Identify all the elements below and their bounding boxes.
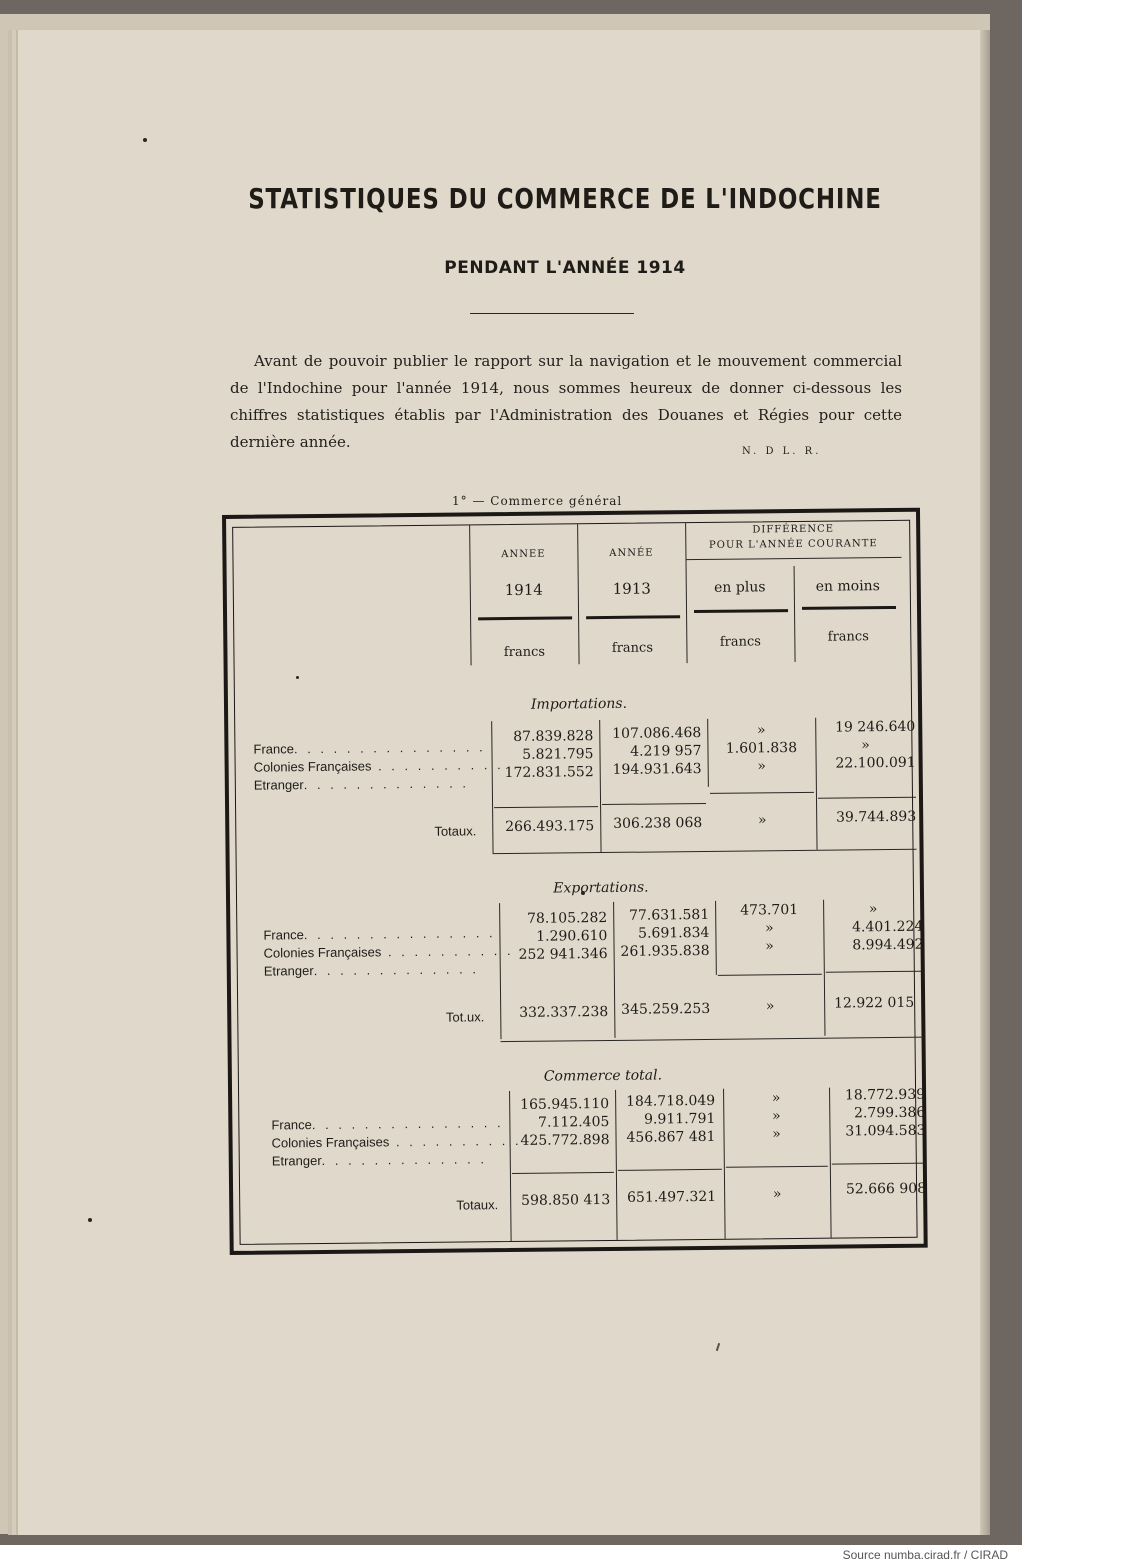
value-1914: 5.821.795 <box>522 746 594 763</box>
subtotal-rule <box>512 1172 614 1174</box>
row-label: Colonies Françaises . . . . . . . . . . <box>263 942 514 961</box>
table-inner-border <box>232 520 927 1245</box>
value-1913: 261.935.838 <box>620 942 710 960</box>
value-en-moins: » <box>868 901 878 918</box>
value-en-moins: 4.401.224 <box>852 918 924 936</box>
value-en-moins: 8.994.492 <box>852 936 924 954</box>
unit-label: francs <box>827 629 869 645</box>
value-en-plus: » <box>756 722 766 739</box>
header-year-1914: 1914 <box>504 580 543 600</box>
col-divider <box>509 1091 512 1241</box>
value-en-plus: » <box>771 1090 781 1107</box>
section-title: Commerce total. <box>543 1067 663 1085</box>
section-title: Exportations. <box>553 879 649 897</box>
ink-speck <box>143 138 147 142</box>
section-rule <box>501 1037 925 1042</box>
value-en-plus: 473.701 <box>740 901 799 919</box>
subtotal-rule <box>718 974 822 976</box>
total-1914: 598.850 413 <box>521 1191 611 1209</box>
unit-label: francs <box>719 634 761 650</box>
value-1913: 5.691.834 <box>638 924 710 942</box>
page-edge <box>980 30 990 1535</box>
subtotal-rule <box>602 803 706 805</box>
header-rule-thick <box>478 616 572 620</box>
header-year-1913: 1913 <box>612 579 651 598</box>
row-label: Etranger. . . . . . . . . . . . . <box>271 1151 488 1169</box>
header-rule-thick <box>586 615 680 619</box>
value-1913: 184.718.049 <box>626 1092 716 1110</box>
title-rule <box>470 313 634 314</box>
total-label: Totaux. <box>456 1197 499 1213</box>
value-en-moins: » <box>861 737 870 754</box>
header-annee-1913: ANNÉE <box>609 547 654 559</box>
value-1913: 194.931.643 <box>612 760 702 778</box>
total-label: Totaux. <box>434 823 477 839</box>
total-1913: 651.497.321 <box>627 1188 717 1206</box>
value-1913: 456.867 481 <box>626 1128 716 1146</box>
page-title: STATISTIQUES DU COMMERCE DE L'INDOCHINE <box>248 182 882 215</box>
value-en-plus: 1.601.838 <box>725 739 798 757</box>
header-difference-sub: POUR L'ANNÉE COURANTE <box>708 538 878 551</box>
value-1913: 77.631.581 <box>628 906 710 924</box>
total-1914: 266.493.175 <box>505 818 595 836</box>
value-en-moins: 31.094.583 <box>845 1122 926 1140</box>
value-1914: 425.772.898 <box>520 1131 610 1149</box>
value-en-plus: » <box>771 1108 781 1125</box>
section-rule <box>493 849 917 854</box>
total-en-plus: » <box>765 998 775 1015</box>
total-en-plus: » <box>772 1186 782 1203</box>
subtotal-rule <box>818 797 916 799</box>
header-difference: DIFFÉRENCE <box>752 523 835 536</box>
header-en-moins: en moins <box>815 578 880 595</box>
row-label: France. . . . . . . . . . . . . . . <box>253 739 486 757</box>
header-rule <box>685 557 901 560</box>
value-1914: 172.831.552 <box>504 764 594 782</box>
section-title: Importations. <box>530 695 628 713</box>
subtotal-rule <box>710 792 814 794</box>
value-1914: 252 941.346 <box>518 945 608 963</box>
value-1914: 1.290.610 <box>536 927 608 945</box>
value-en-plus: » <box>764 920 774 937</box>
total-1914: 332.337.238 <box>519 1003 609 1021</box>
total-label: Tot.ux. <box>445 1009 485 1025</box>
value-en-plus: » <box>772 1126 781 1143</box>
row-label: Etranger. . . . . . . . . . . . . <box>263 961 480 979</box>
value-en-moins: 19 246.640 <box>835 718 916 736</box>
page-subtitle: PENDANT L'ANNÉE 1914 <box>444 258 686 278</box>
value-1913: 107.086.468 <box>612 724 702 742</box>
value-1914: 78.105.282 <box>526 909 608 927</box>
value-1913: 9.911.791 <box>644 1110 716 1128</box>
total-en-plus: » <box>757 812 767 829</box>
row-label: Etranger. . . . . . . . . . . . . <box>253 775 470 793</box>
unit-label: francs <box>611 640 654 656</box>
value-en-moins: 22.100.091 <box>835 754 916 772</box>
total-en-moins: 12.922 015 <box>833 994 915 1012</box>
header-annee-1914: ANNEE <box>501 548 546 561</box>
section-heading: 1° — Commerce général <box>452 494 623 508</box>
subtotal-rule <box>494 806 598 808</box>
ink-speck <box>88 1218 92 1222</box>
subtotal-rule <box>726 1166 828 1168</box>
total-en-moins: 52.666 908 <box>845 1180 927 1198</box>
value-en-moins: 2.799.386 <box>853 1104 926 1122</box>
subtotal-rule <box>618 1169 722 1171</box>
value-1914: 165.945.110 <box>520 1095 610 1113</box>
header-rule-thick <box>694 609 788 613</box>
header-rule-thick <box>802 606 896 610</box>
header-en-plus: en plus <box>714 579 766 596</box>
value-en-plus: » <box>757 758 767 775</box>
total-1913: 306.238 068 <box>613 814 703 832</box>
value-1913: 4.219 957 <box>630 742 702 760</box>
subtotal-rule <box>826 971 922 973</box>
total-en-moins: 39.744.893 <box>835 808 917 826</box>
row-label: Colonies Françaises . . . . . . . . . . <box>253 757 504 775</box>
value-1914: 87.839.828 <box>513 728 594 745</box>
source-credit: Source numba.cirad.fr / CIRAD <box>842 1548 1008 1562</box>
editor-signature: N. D L. R. <box>742 446 822 457</box>
subtotal-rule <box>832 1163 926 1165</box>
total-1913: 345.259.253 <box>621 1000 711 1018</box>
row-label: France. . . . . . . . . . . . . . . <box>271 1115 504 1133</box>
intro-paragraph: Avant de pouvoir publier le rapport sur la navigation et le mouvement commercial de l'Indochine pour l'année 1914, nous sommes heureux de donner ci-dessous les chiffres statistiques établis par l'Administration des Douanes et Régies pour cette dernière année. <box>230 352 902 451</box>
row-label: Colonies Françaises . . . . . . . . . . <box>271 1132 522 1151</box>
value-en-plus: » <box>765 938 774 955</box>
value-en-moins: 18.772.939 <box>844 1086 926 1104</box>
value-1914: 7.112.405 <box>538 1113 610 1131</box>
unit-label: francs <box>503 644 546 661</box>
row-label: France. . . . . . . . . . . . . . . <box>263 925 496 943</box>
statistics-table <box>222 508 928 1255</box>
